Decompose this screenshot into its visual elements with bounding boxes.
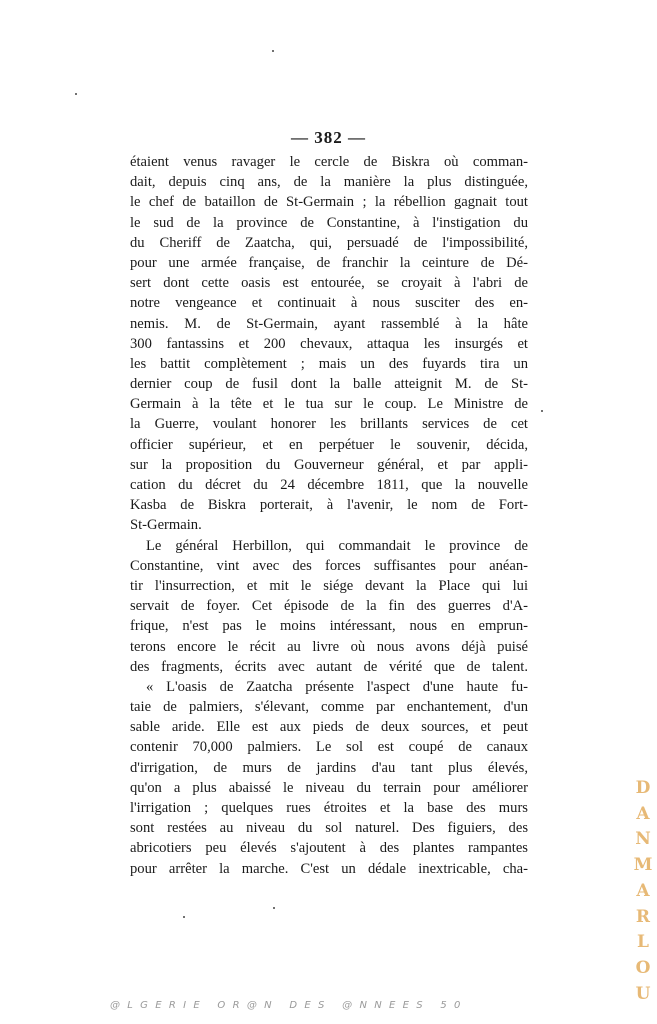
text-line: le chef de bataillon de St-Germain ; la rébellion gagnait tout bbox=[130, 194, 528, 211]
watermark-letter: R bbox=[635, 906, 651, 927]
footer-watermark: @LGERIE OR@N DES @NNEES 50 bbox=[110, 1000, 468, 1011]
text-line: du Cheriff de Zaatcha, qui, persuadé de l'impossibilité, bbox=[130, 234, 528, 251]
text-line: officier supérieur, et en perpétuer le souvenir, décida, bbox=[130, 436, 528, 453]
text-line: des fragments, écrits avec autant de vérité que de talent. bbox=[130, 658, 528, 675]
text-line: frique, n'est pas le moins intéressant, nous en emprun- bbox=[130, 618, 528, 635]
text-line: notre vengeance et continuait à nous susciter des en- bbox=[130, 295, 528, 312]
page-number: — 382 — bbox=[291, 128, 366, 147]
text-line: les battit complètement ; mais un des fuyards tira un bbox=[130, 355, 528, 372]
text-line: servait de foyer. Cet épisode de la fin des guerres d'A- bbox=[130, 598, 528, 615]
text-line: pour arrêter la marche. C'est un dédale inextricable, cha- bbox=[130, 860, 528, 877]
text-line: qu'on a plus abaissé le niveau du terrain pour améliorer bbox=[130, 779, 528, 796]
paper-speck bbox=[541, 410, 543, 412]
text-line: 300 fantassins et 200 chevaux, attaqua les insurgés et bbox=[130, 335, 528, 352]
text-line: l'irrigation ; quelques rues étroites et la base des murs bbox=[130, 800, 528, 816]
paper-speck bbox=[272, 50, 274, 52]
text-line: Constantine, vint avec des forces suffisantes pour anéan- bbox=[130, 557, 528, 574]
paper-speck bbox=[75, 93, 77, 95]
watermark-stamp bbox=[631, 776, 655, 1007]
text-line: Germain à la tête et le tua sur le coup. Le Ministre de bbox=[130, 396, 528, 413]
text-line: dernier coup de fusil dont la balle atteignit M. de St- bbox=[130, 376, 528, 393]
text-line: St-Germain. bbox=[130, 517, 202, 534]
text-line: sable aride. Elle est aux pieds de deux sources, et peut bbox=[130, 719, 528, 736]
watermark-letter: O bbox=[635, 957, 651, 978]
paper-speck bbox=[273, 907, 275, 909]
text-line: étaient venus ravager le cercle de Biskra où comman- bbox=[130, 154, 528, 170]
text-line: pour une armée française, de franchir la ceinture de Dé- bbox=[130, 254, 528, 271]
text-line: nemis. M. de St-Germain, ayant rassemblé à la hâte bbox=[130, 315, 528, 332]
paragraph-start: Le général Herbillon, qui commandait le province de bbox=[146, 537, 528, 554]
text-line: sur la proposition du Gouverneur général, et par appli- bbox=[130, 456, 528, 473]
text-line: dait, depuis cinq ans, de la manière la plus distinguée, bbox=[130, 174, 528, 191]
body-text bbox=[130, 152, 528, 879]
text-line: sont restées au niveau du sol naturel. Des figuiers, des bbox=[130, 820, 528, 837]
watermark-letter: D bbox=[635, 778, 651, 798]
watermark-letter: L bbox=[637, 932, 649, 953]
text-line: abricotiers peu élevés s'ajoutent à des plantes rampantes bbox=[130, 840, 528, 857]
text-line: sert dont cette oasis est entourée, se croyait à l'abri de bbox=[130, 275, 528, 292]
text-line: d'irrigation, de murs de jardins d'au tant plus élevés, bbox=[130, 759, 528, 776]
text-line: terons encore le récit au livre où nous avons déjà puisé bbox=[130, 638, 528, 655]
paper-speck bbox=[183, 916, 185, 918]
watermark-letter: A bbox=[636, 880, 650, 901]
text-line: Kasba de Biskra porterait, à l'avenir, le nom de Fort- bbox=[130, 497, 528, 514]
watermark-letter: N bbox=[635, 829, 651, 850]
watermark-letter: U bbox=[635, 983, 651, 1004]
paragraph-start: « L'oasis de Zaatcha présente l'aspect d'une haute fu- bbox=[146, 678, 528, 695]
text-line: la Guerre, voulant honorer les brillants services de cet bbox=[130, 416, 528, 433]
watermark-letter: M bbox=[633, 855, 653, 876]
text-line: le sud de la province de Constantine, à l'instigation du bbox=[130, 214, 528, 231]
text-line: tir l'insurrection, et mit le siége devant la Place qui lui bbox=[130, 577, 528, 594]
text-line: taie de palmiers, s'élevant, comme par enchantement, d'un bbox=[130, 699, 528, 716]
text-line: cation du décret du 24 décembre 1811, que la nouvelle bbox=[130, 477, 528, 493]
text-line: contenir 70,000 palmiers. Le sol est coupé de canaux bbox=[130, 739, 528, 756]
watermark-letter: A bbox=[636, 803, 650, 824]
